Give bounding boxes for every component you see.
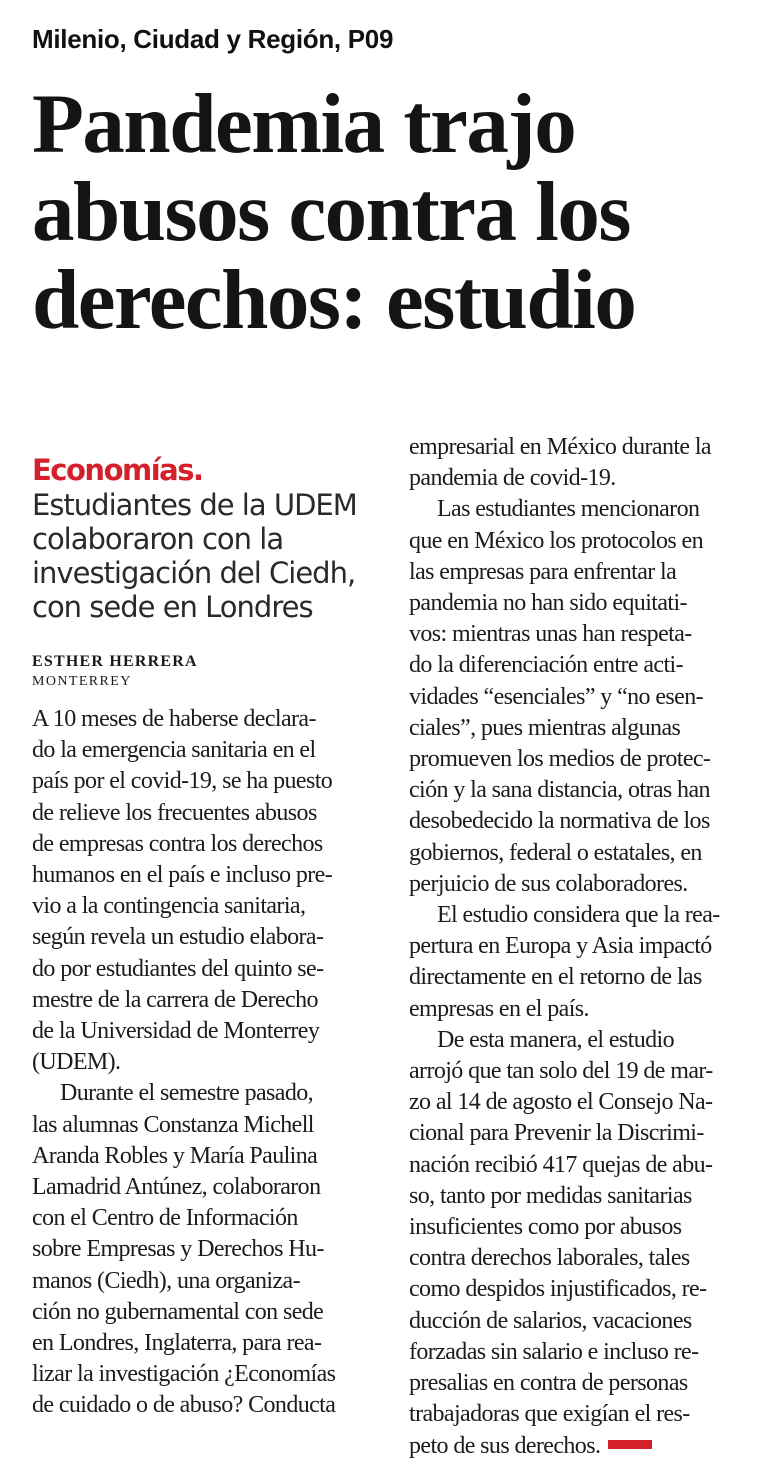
headline-line: Pandemia trajo <box>32 77 576 171</box>
body-line: empresas en el país. <box>409 995 589 1022</box>
body-line: ciales”, pues mientras algunas <box>409 714 681 741</box>
body-line: (UDEM). <box>32 1049 121 1076</box>
body-line: pandemia de covid-19. <box>409 465 616 492</box>
body-line: arrojó que tan solo del 19 de mar- <box>409 1058 713 1085</box>
body-line: que en México los protocolos en <box>409 527 703 554</box>
body-line: lizar la investigación ¿Economías <box>32 1361 336 1388</box>
body-line: promueven los medios de protec- <box>409 746 711 773</box>
body-line: según revela un estudio elabora- <box>32 924 324 951</box>
body-line: cional para Prevenir la Discrimi- <box>409 1120 704 1147</box>
body-line: A 10 meses de haberse declara- <box>32 706 316 732</box>
body-line: trabajadoras que exigían el res- <box>409 1401 690 1428</box>
source-citation: Milenio, Ciudad y Región, P09 <box>32 24 394 54</box>
body-line: Durante el semestre pasado, <box>60 1080 314 1107</box>
body-line: empresarial en México durante la <box>409 434 711 460</box>
body-line: forzadas sin salario e incluso re- <box>409 1338 699 1365</box>
body-line: peto de sus derechos. <box>409 1431 759 1462</box>
body-line: vio a la contingencia sanitaria, <box>32 893 306 920</box>
dateline: MONTERREY <box>32 674 132 689</box>
body-line: pertura en Europa y Asia impactó <box>409 933 712 960</box>
body-line: manos (Ciedh), una organiza- <box>32 1267 301 1294</box>
deck-line: investigación del Ciedh, <box>32 556 356 590</box>
body-line: las empresas para enfrentar la <box>409 558 677 585</box>
body-line: pandemia no han sido equitati- <box>409 590 687 617</box>
body-line: do la diferenciación entre acti- <box>409 652 683 679</box>
body-line: vos: mientras unas han respeta- <box>409 621 692 648</box>
body-line: ción no gubernamental con sede <box>32 1298 324 1325</box>
headline-line: derechos: estudio <box>32 253 636 347</box>
body-line: contra derechos laborales, tales <box>409 1245 690 1272</box>
deck-line: con sede en Londres <box>32 590 313 624</box>
body-line: so, tanto por medidas sanitarias <box>409 1182 692 1209</box>
body-line: directamente en el retorno de las <box>409 964 702 991</box>
body-line: sobre Empresas y Derechos Hu- <box>32 1236 324 1263</box>
byline: ESTHER HERRERA <box>32 653 198 670</box>
body-line: de la Universidad de Monterrey <box>32 1018 320 1045</box>
body-line: ción y la sana distancia, otras han <box>409 777 710 804</box>
kicker: Economías. <box>32 453 203 487</box>
body-line: do la emergencia sanitaria en el <box>32 737 316 764</box>
body-line: desobedecido la normativa de los <box>409 808 710 835</box>
body-line: como despidos injustificados, re- <box>409 1276 707 1303</box>
left-body-text <box>32 704 377 1422</box>
body-line: Lamadrid Antúnez, colaboraron <box>32 1174 321 1201</box>
body-line: El estudio considera que la rea- <box>437 902 720 929</box>
body-line: las alumnas Constanza Michell <box>32 1111 314 1138</box>
deck-line: colaboraron con la <box>32 522 284 556</box>
body-line: gobiernos, federal o estatales, en <box>409 839 702 866</box>
right-column <box>409 432 759 1462</box>
deck-line: Estudiantes de la UDEM <box>32 488 357 522</box>
body-line: insuficientes como por abusos <box>409 1214 682 1241</box>
body-line: en Londres, Inglaterra, para rea- <box>32 1330 322 1357</box>
body-line: humanos en el país e incluso pre- <box>32 862 333 889</box>
body-line: perjuicio de sus colaboradores. <box>409 870 688 897</box>
body-line: ducción de salarios, vacaciones <box>409 1307 692 1334</box>
body-line: Aranda Robles y María Paulina <box>32 1142 318 1169</box>
body-line: mestre de la carrera de Derecho <box>32 986 318 1013</box>
body-line: nación recibió 417 quejas de abu- <box>409 1151 713 1178</box>
left-column <box>32 432 377 1422</box>
body-line: vidades “esenciales” y “no esen- <box>409 683 703 710</box>
body-line: De esta manera, el estudio <box>437 1026 674 1053</box>
body-line: presalias en contra de personas <box>409 1370 688 1397</box>
body-line: do por estudiantes del quinto se- <box>32 955 324 982</box>
right-body-text <box>409 432 759 1462</box>
body-line: de cuidado o de abuso? Conducta <box>32 1392 336 1419</box>
body-line: de relieve los frecuentes abusos <box>32 799 317 826</box>
headline-line: abusos contra los <box>32 165 630 259</box>
body-line: país por el covid-19, se ha puesto <box>32 768 333 795</box>
body-line: con el Centro de Información <box>32 1205 298 1232</box>
deck <box>32 488 377 624</box>
body-line: de empresas contra los derechos <box>32 830 323 857</box>
body-line: Las estudiantes mencionaron <box>437 496 700 523</box>
body-line: zo al 14 de agosto el Consejo Na- <box>409 1089 713 1116</box>
end-mark-icon <box>608 1440 652 1449</box>
headline <box>32 77 762 347</box>
